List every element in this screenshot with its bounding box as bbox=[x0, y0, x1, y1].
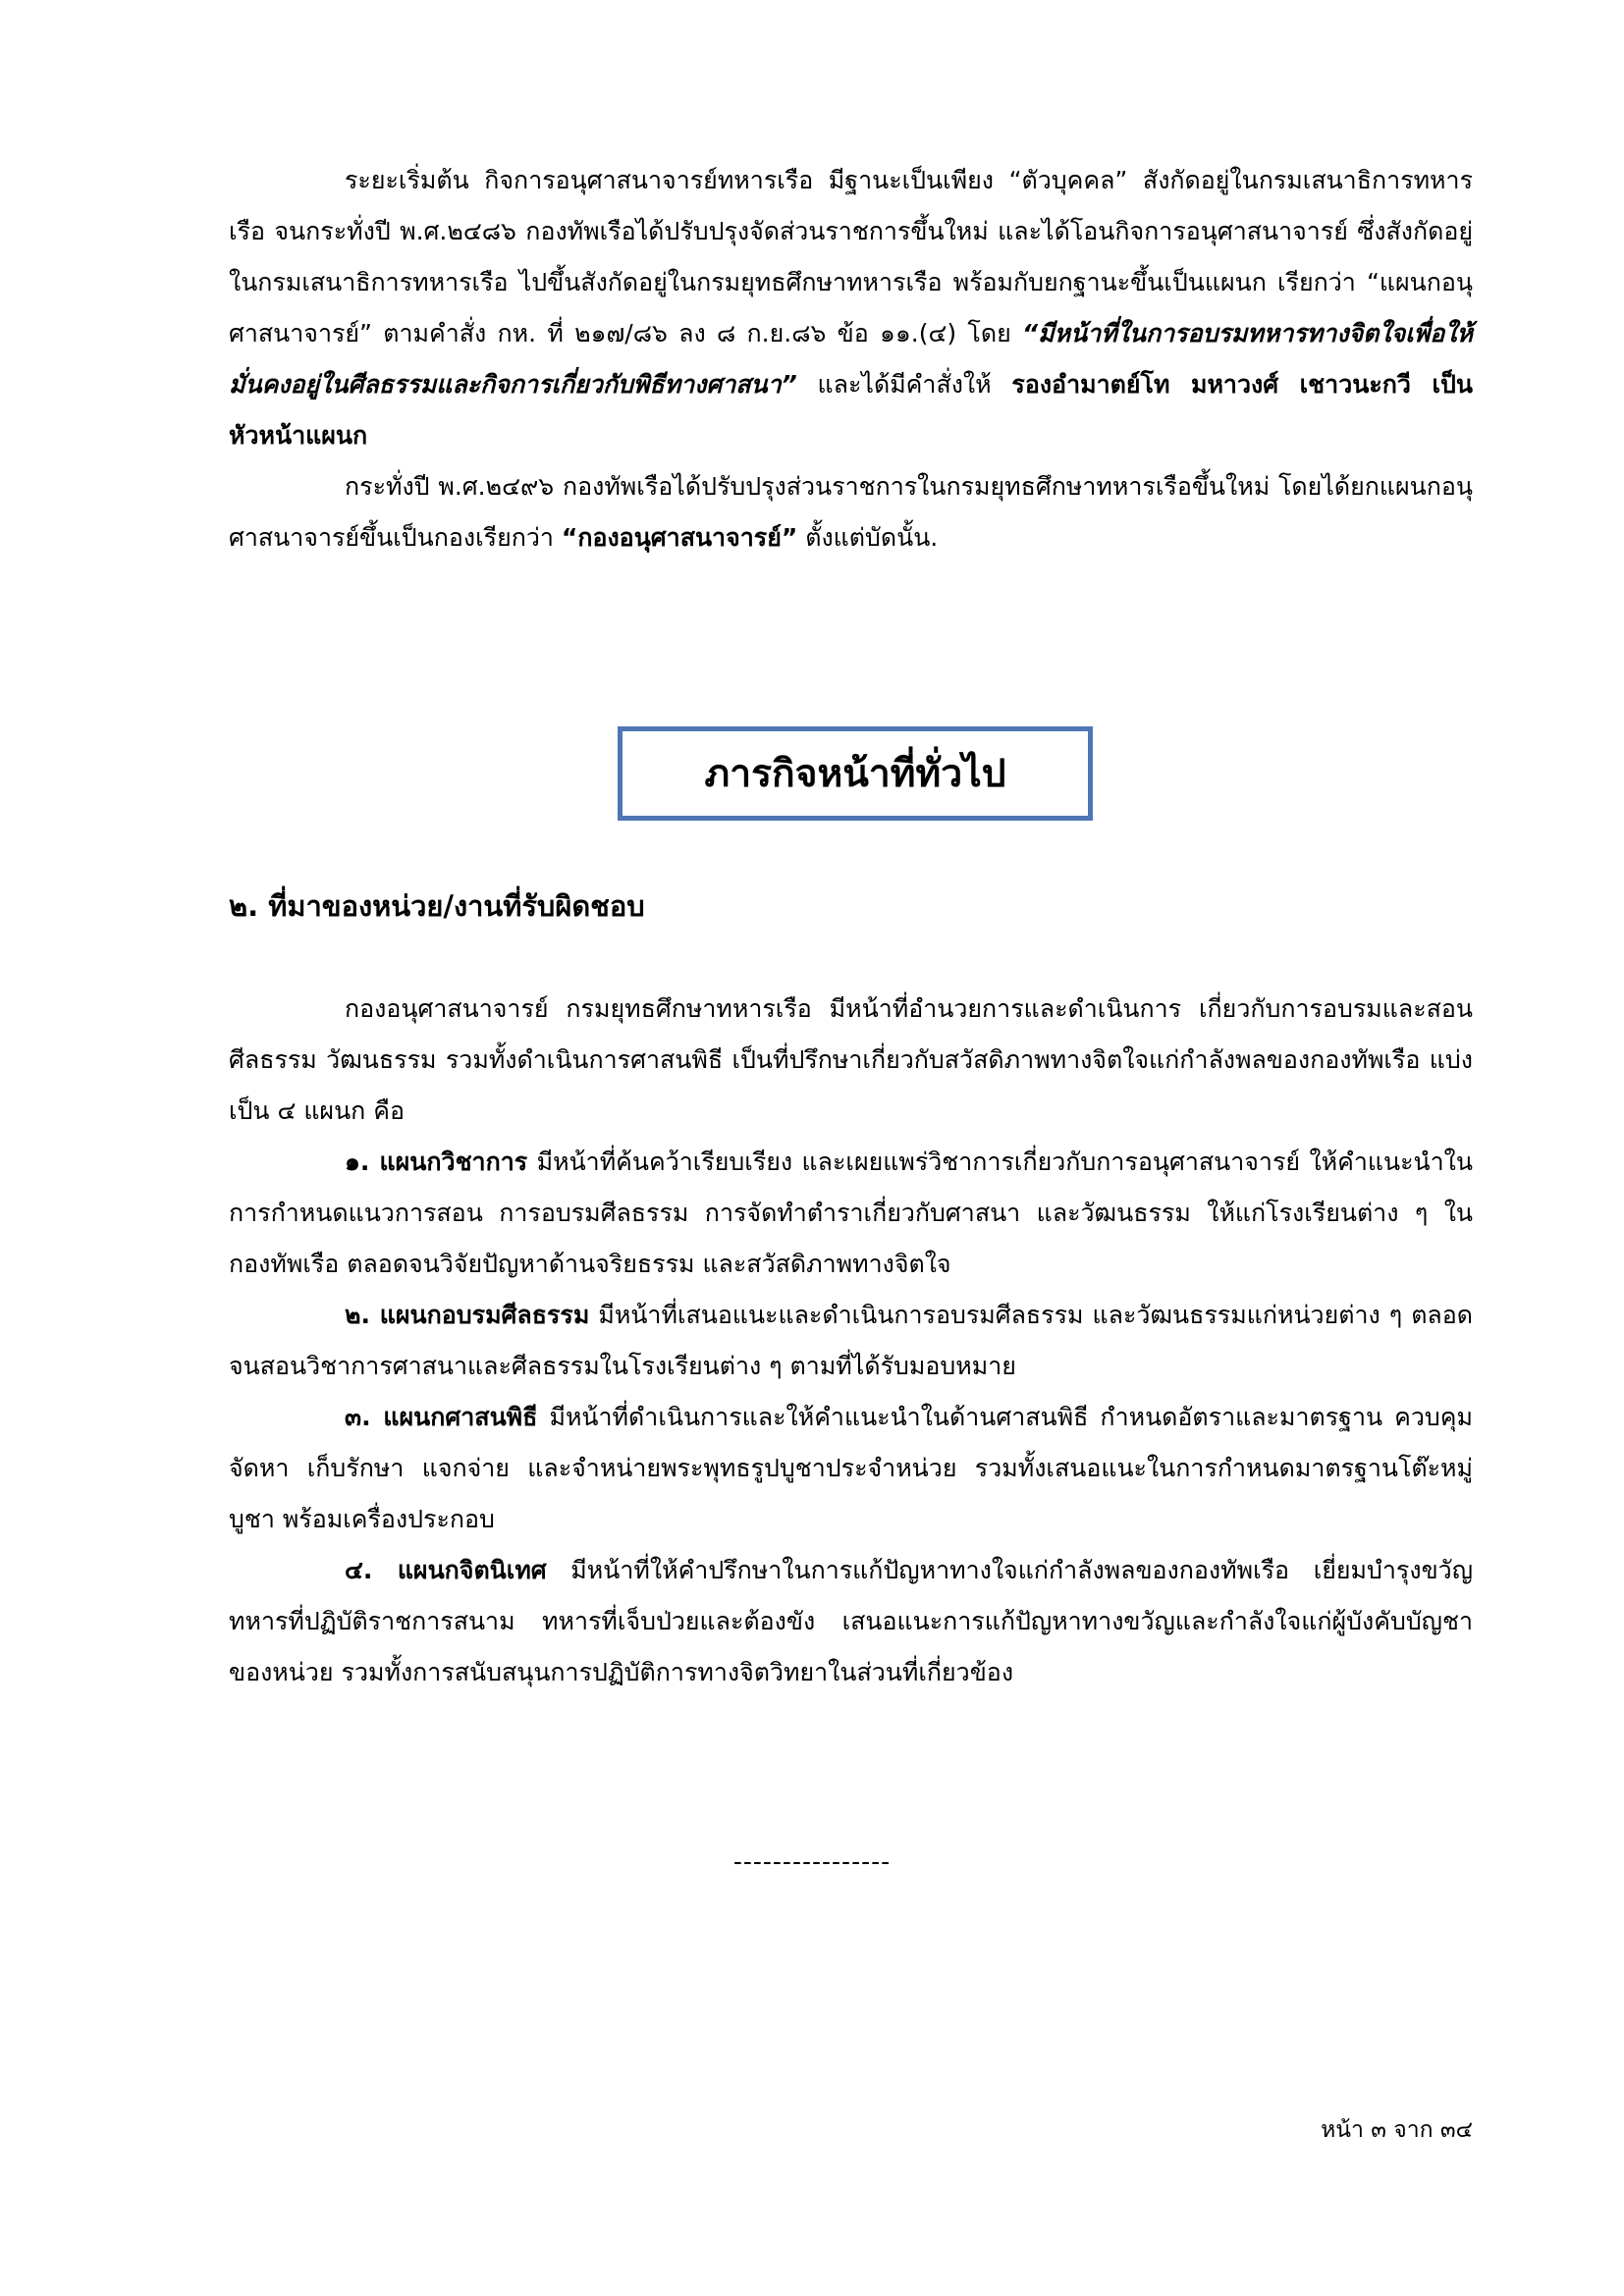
item-text: มีหน้าที่ดำเนินการและให้คำแนะนำในด้านศาสนพิธี กำหนดอัตราและมาตรฐาน ควบคุม จัดหา เก็บรักษา แจกจ่าย และจำหน่ายพระพุทธรูปบูชาประจำหน่วย รวมทั้งเสนอแนะในการกำหนดมาตรฐานโต๊ะหมู่บูชา พร้อมเครื่องประกอบ bbox=[229, 1403, 1473, 1533]
intro-paragraph-1 bbox=[229, 155, 1473, 461]
item-label: ๓. แผนกศาสนพิธี bbox=[345, 1403, 538, 1431]
section-heading: ๒. ที่มาของหน่วย/งานที่รับผิดชอบ bbox=[229, 889, 645, 923]
mission-title: ภารกิจหน้าที่ทั่วไป bbox=[704, 752, 1006, 796]
item-label: ๒. แผนกอบรมศีลธรรม bbox=[345, 1301, 590, 1329]
item-label: ๑. แผนกวิชาการ bbox=[345, 1148, 528, 1176]
item-text: มีหน้าที่เสนอแนะและดำเนินการอบรมศีลธรรม และวัฒนธรรมแก่หน่วยต่าง ๆ ตลอดจนสอนวิชาการศาสนาและศีลธรรมในโรงเรียนต่าง ๆ ตามที่ได้รับมอบหมาย bbox=[229, 1301, 1474, 1380]
responsibilities-section bbox=[229, 984, 1473, 1698]
list-item bbox=[229, 1290, 1473, 1392]
item-text: มีหน้าที่ค้นคว้าเรียบเรียง และเผยแพร่วิชาการเกี่ยวกับการอนุศาสนาจารย์ ให้คำแนะนำในการกำหนดแนวการสอน การอบรมศีลธรรม การจัดทำตำราเกี่ยวกับศาสนา และวัฒนธรรม ให้แก่โรงเรียนต่าง ๆ ในกองทัพเรือ ตลอดจนวิจัยปัญหาด้านจริยธรรม และสวัสดิภาพทางจิตใจ bbox=[229, 1148, 1473, 1278]
intro-paragraph-2 bbox=[229, 461, 1473, 563]
mission-quote: “มีหน้าที่ในการอบรมทหารทางจิตใจเพื่อให้มั่นคงอยู่ในศีลธรรมและกิจการเกี่ยวกับพิธีทางศาสนา” bbox=[229, 319, 1473, 399]
item-text: มีหน้าที่ให้คำปรึกษาในการแก้ปัญหาทางใจแก่กำลังพลของกองทัพเรือ เยี่ยมบำรุงขวัญทหารที่ปฏิบัติราชการสนาม ทหารที่เจ็บป่วยและต้องขัง เสนอแนะการแก้ปัญหาทางขวัญและกำลังใจแก่ผู้บังคับบัญชาของหน่วย รวมทั้งการสนับสนุนการปฏิบัติการทางจิตวิทยาในส่วนที่เกี่ยวข้อง bbox=[229, 1556, 1473, 1686]
first-head-name: รองอำมาตย์โท มหาวงศ์ เชาวนะกวี เป็นหัวหน้าแผนก bbox=[229, 370, 1473, 450]
intro-section bbox=[229, 155, 1473, 563]
division-name: “กองอนุศาสนาจารย์” bbox=[561, 523, 798, 552]
item-label: ๔. แผนกจิตนิเทศ bbox=[345, 1556, 547, 1584]
intro-text-2: และได้มีคำสั่งให้ bbox=[796, 370, 1012, 399]
list-item bbox=[229, 1392, 1473, 1545]
intro-text-4: ตั้งแต่บัดนั้น. bbox=[797, 523, 939, 552]
intro-text-1: ระยะเริ่มต้น กิจการอนุศาสนาจารย์ทหารเรือ มีฐานะเป็นเพียง “ตัวบุคคล” สังกัดอยู่ในกรมเสนาธิการทหารเรือ จนกระทั่งปี พ.ศ.๒๔๘๖ กองทัพเรือได้ปรับปรุงจัดส่วนราชการขึ้นใหม่ และได้โอนกิจการอนุศาสนาจารย์ ซึ่งสังกัดอยู่ในกรมเสนาธิการทหารเรือ ไปขึ้นสังกัดอยู่ในกรมยุทธศึกษาทหารเรือ พร้อมกับยกฐานะขึ้นเป็นแผนก เรียกว่า “แผนกอนุศาสนาจารย์” ตามคำสั่ง กห. ที่ ๒๑๗/๘๖ ลง ๘ ก.ย.๘๖ ข้อ ๑๑.(๔) โดย bbox=[229, 166, 1473, 347]
list-item bbox=[229, 1137, 1473, 1290]
intro-text-3: กระทั่งปี พ.ศ.๒๔๙๖ กองทัพเรือได้ปรับปรุงส่วนราชการในกรมยุทธศึกษาทหารเรือขึ้นใหม่ โดยได้ยกแผนกอนุศาสนาจารย์ขึ้นเป็นกองเรียกว่า bbox=[229, 472, 1473, 552]
section-intro-paragraph: กองอนุศาสนาจารย์ กรมยุทธศึกษาทหารเรือ มีหน้าที่อำนวยการและดำเนินการ เกี่ยวกับการอบรมและสอนศีลธรรม วัฒนธรรม รวมทั้งดำเนินการศาสนพิธี เป็นที่ปรึกษาเกี่ยวกับสวัสดิภาพทางจิตใจแก่กำลังพลของกองทัพเรือ แบ่งเป็น ๔ แผนก คือ bbox=[229, 994, 1473, 1125]
mission-title-box bbox=[618, 726, 1093, 821]
end-separator: ---------------- bbox=[732, 1847, 892, 1876]
page-number: หน้า ๓ จาก ๓๔ bbox=[1321, 2117, 1473, 2143]
list-item bbox=[229, 1545, 1473, 1698]
